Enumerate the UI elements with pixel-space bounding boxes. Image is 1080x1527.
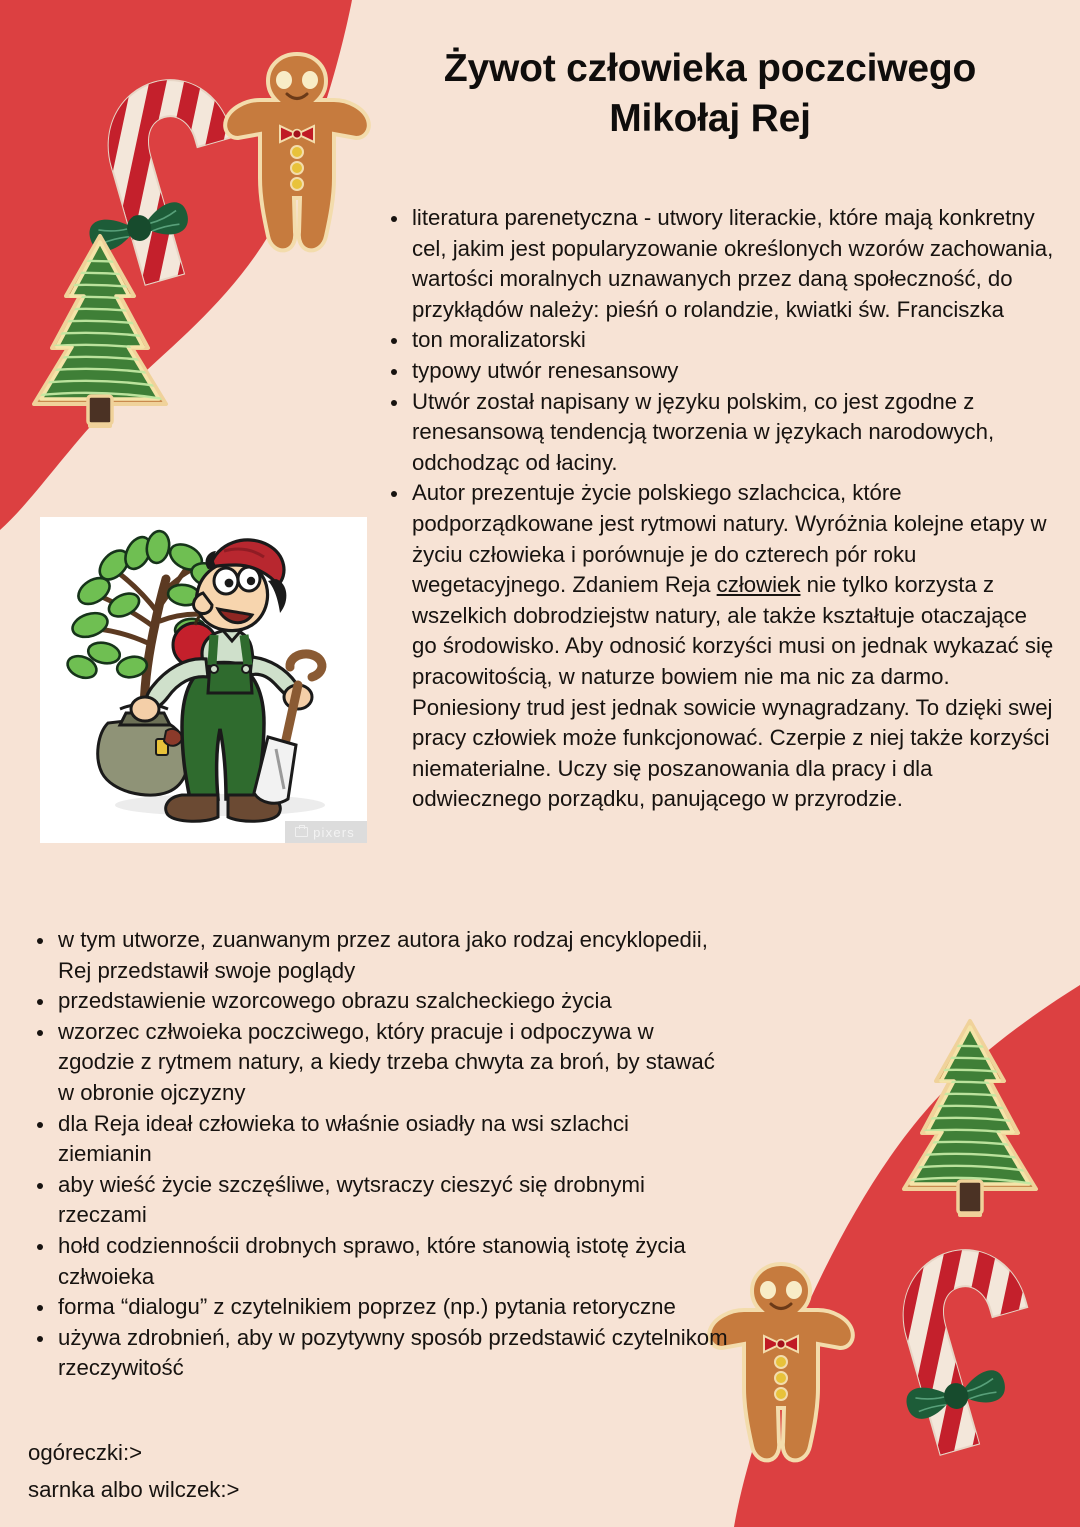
gardener-illustration <box>40 517 367 843</box>
list-item-text: przedstawienie wzorcowego obrazu szalcheckiego życia <box>58 988 612 1014</box>
list-item-text: typowy utwór renesansowy <box>412 357 679 383</box>
list-item-text: aby wieść życie szczęśliwe, wytsraczy cieszyć się drobnymi rzeczami <box>58 1171 645 1228</box>
gingerbread-man-bottom-right <box>706 1258 856 1470</box>
list-item-text: Utwór został napisany w języku polskim, co jest zgodne z renesansową tendencją tworzenia w językach narodowych, odchodząc od łaciny. <box>412 388 995 475</box>
list-item-text: ton moralizatorski <box>412 327 586 353</box>
candy-cane-with-bow-bottom-right <box>850 1230 1050 1460</box>
notes-list-bottom <box>28 925 728 1384</box>
closing-notes <box>28 1434 728 1508</box>
list-item <box>382 203 1054 325</box>
christmas-tree-cookie-top-left <box>30 230 170 430</box>
list-item <box>28 1231 728 1292</box>
list-item-with-emphasis <box>382 478 1054 815</box>
list-item <box>382 387 1054 479</box>
gingerbread-man-top-left <box>222 48 372 260</box>
list-item-text: dla Reja ideał człowieka to właśnie osiadły na wsi szlachci ziemianin <box>58 1110 629 1167</box>
text-segment: nie tylko korzysta z wszelkich dobrodziejstw natury, ale także kształtuje otaczające go środowisko. Aby odnosić korzyści musi on jednak wykazać się pracowitością, w naturze bowiem nie ma nic za darmo. Poniesiony trud jest jednak sowicie wynagradzany. To dzięki swej pracy człowiek może funkcjonować. Czerpie z niej także korzyści niematerialne. Uczy się poszanowania dla pracy i dla odwiecznego porządku, panującego w przyrodzie. <box>412 572 1054 812</box>
list-item <box>28 1109 728 1170</box>
list-item <box>28 1292 728 1323</box>
list-item <box>28 986 728 1017</box>
text-segment: Autor prezentuje życie polskiego szlachcica, które podporządkowane jest rytmowi natury. Wyróżnia kolejne etapy w życiu człowieka i porównuje je do czterech pór roku wegetacyjnego. Zdaniem Reja <box>412 480 1047 598</box>
list-item <box>28 1017 728 1109</box>
camera-icon <box>295 827 308 837</box>
list-item <box>28 1323 728 1384</box>
list-item-text <box>412 480 1053 811</box>
page-title <box>360 44 1060 144</box>
list-item-text: forma “dialogu” z czytelnikiem poprzez (np.) pytania retoryczne <box>58 1294 676 1320</box>
list-item <box>28 925 728 986</box>
notes-list-top <box>382 203 1054 815</box>
list-item-text: wzorzec człwoieka poczciwego, który pracuje i odpoczywa w zgodzie z rytmem natury, a kiedy trzeba chwyta za broń, by stawać w obronie ojczyzny <box>58 1018 715 1105</box>
underlined-term: człowiek <box>716 572 801 598</box>
christmas-tree-cookie-bottom-right <box>900 1015 1040 1225</box>
list-item-text: w tym utworze, zuanwanym przez autora jako rodzaj encyklopedii, Rej przedstawił swoje poglądy <box>58 927 708 983</box>
closing-note-line: sarnka albo wilczek:> <box>28 1477 240 1502</box>
closing-note-line: ogóreczki:> <box>28 1440 143 1465</box>
page-title-line-1: Żywot człowieka poczciwego <box>443 47 977 90</box>
list-item-text: literatura parenetyczna - utwory literackie, które mają konkretny cel, jakim jest popularyzowanie określonych wzorów zachowania, wartości moralnych uznawanych przez daną społeczność, do przykłądów należy: pieśń o rolandzie, kwiatki św. Franciszka <box>412 205 1054 322</box>
list-item-text: hołd codziennościi drobnych sprawo, które stanowią istotę życia człwoieka <box>58 1232 686 1289</box>
list-item <box>382 356 1054 387</box>
list-item <box>382 325 1054 356</box>
watermark-text: pixers <box>313 824 355 840</box>
pixers-watermark <box>285 821 367 843</box>
list-item-text: używa zdrobnień, aby w pozytywny sposób przedstawić czytelnikom rzeczywitość <box>58 1324 728 1381</box>
page-title-line-2: Mikołaj Rej <box>609 97 811 140</box>
list-item <box>28 1170 728 1231</box>
